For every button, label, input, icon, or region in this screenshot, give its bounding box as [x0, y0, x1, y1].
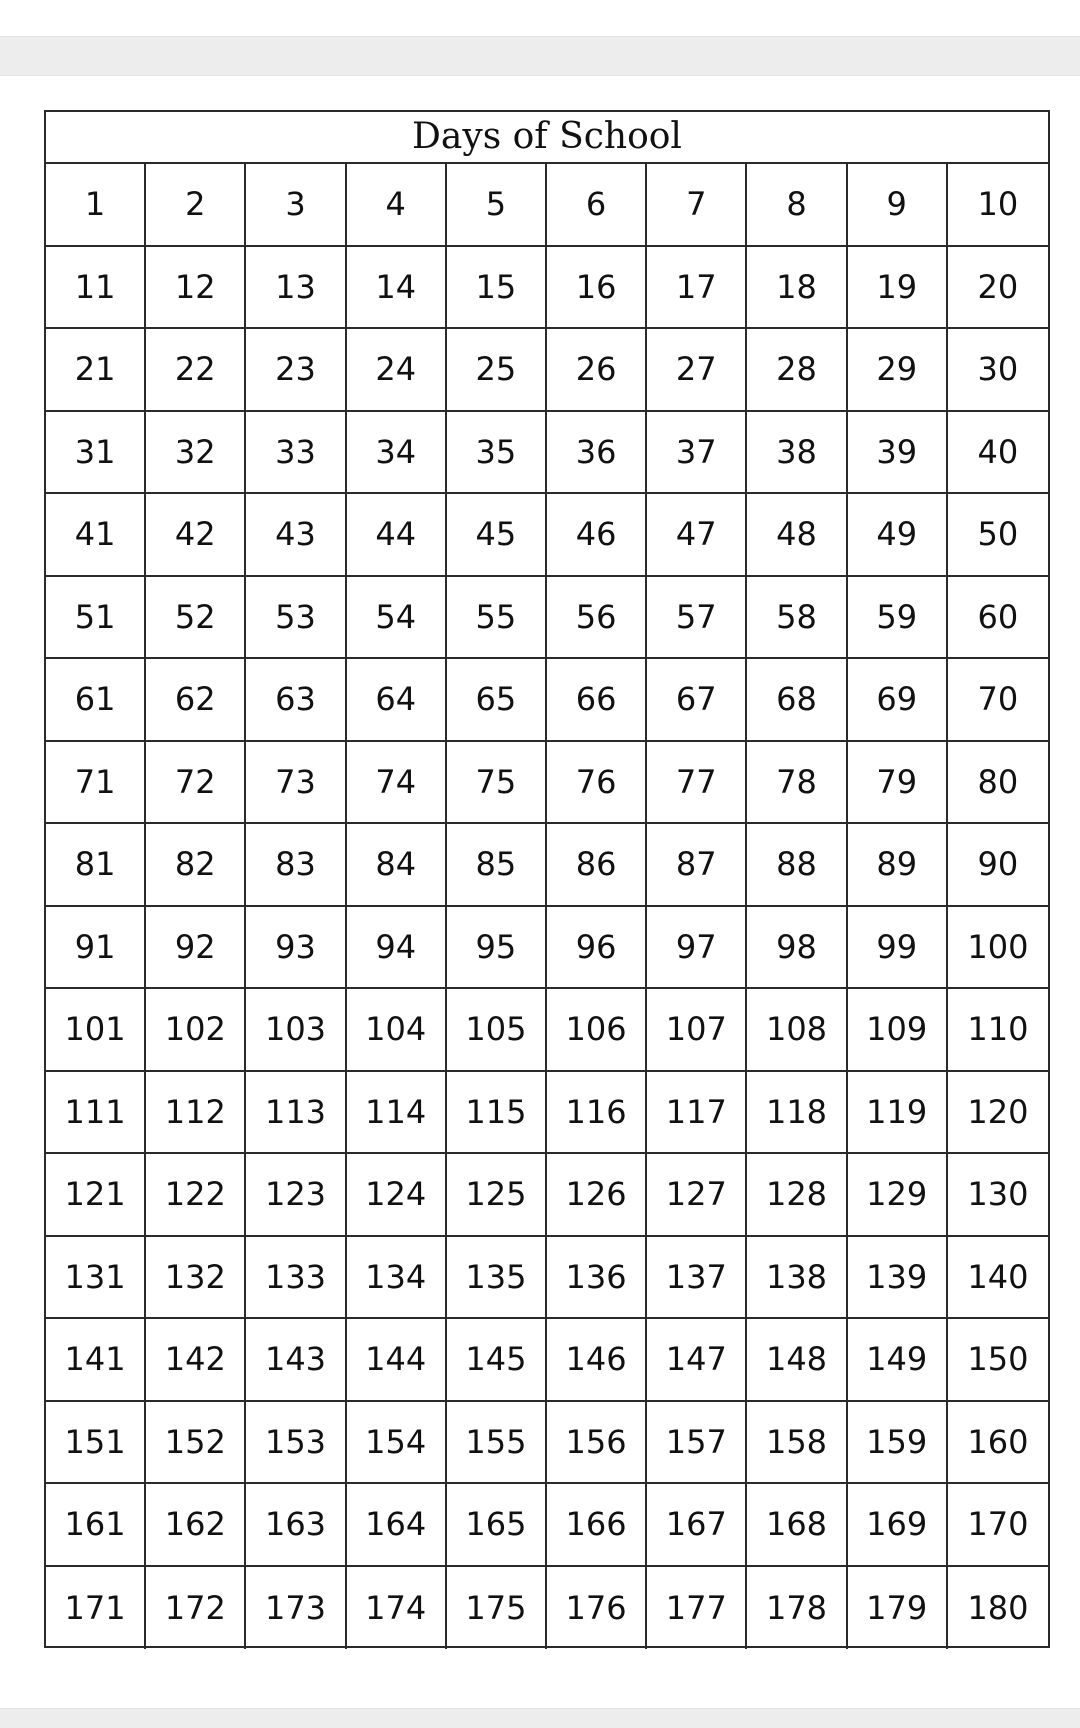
- grid-cell: 84: [347, 824, 447, 907]
- grid-cell: 91: [46, 907, 146, 990]
- grid-cell: 16: [547, 247, 647, 330]
- grid-cell: 69: [848, 659, 948, 742]
- grid-cell: 147: [647, 1319, 747, 1402]
- grid-cell: 46: [547, 494, 647, 577]
- grid-cell: 163: [246, 1484, 346, 1567]
- grid-cell: 167: [647, 1484, 747, 1567]
- grid-cell: 68: [747, 659, 847, 742]
- grid-cell: 59: [848, 577, 948, 660]
- grid-cell: 5: [447, 164, 547, 247]
- grid-cell: 141: [46, 1319, 146, 1402]
- grid-cell: 165: [447, 1484, 547, 1567]
- grid-cell: 32: [146, 412, 246, 495]
- grid-cell: 74: [347, 742, 447, 825]
- grid-cell: 142: [146, 1319, 246, 1402]
- grid-cell: 168: [747, 1484, 847, 1567]
- grid-cell: 6: [547, 164, 647, 247]
- grid-cell: 121: [46, 1154, 146, 1237]
- grid-cell: 50: [948, 494, 1048, 577]
- grid-cell: 139: [848, 1237, 948, 1320]
- grid-cell: 66: [547, 659, 647, 742]
- grid-cell: 52: [146, 577, 246, 660]
- grid-cell: 38: [747, 412, 847, 495]
- grid-cell: 62: [146, 659, 246, 742]
- grid-cell: 180: [967, 1588, 1029, 1627]
- grid-cell: 77: [647, 742, 747, 825]
- grid-cell: 104: [347, 989, 447, 1072]
- grid-cell: 93: [246, 907, 346, 990]
- grid-cell: 55: [447, 577, 547, 660]
- grid-cell: 113: [246, 1072, 346, 1155]
- grid-cell: 81: [46, 824, 146, 907]
- grid-cell: 7: [647, 164, 747, 247]
- grid-cell: 94: [347, 907, 447, 990]
- grid-cell: 88: [747, 824, 847, 907]
- grid-cell: 179: [848, 1567, 948, 1650]
- grid-cell: 31: [46, 412, 146, 495]
- grid-cell: 176: [547, 1567, 647, 1650]
- grid-cell: 178: [747, 1567, 847, 1650]
- days-of-school-chart: [44, 110, 1050, 1648]
- grid-cell: 85: [447, 824, 547, 907]
- grid-cell: 114: [347, 1072, 447, 1155]
- grid-cell: 21: [46, 329, 146, 412]
- grid-cell: 70: [948, 659, 1048, 742]
- grid-cell: 24: [347, 329, 447, 412]
- grid-cell: 166: [547, 1484, 647, 1567]
- grid-cell: 83: [246, 824, 346, 907]
- grid-cell: 95: [447, 907, 547, 990]
- grid-cell: 118: [747, 1072, 847, 1155]
- grid-cell: 138: [747, 1237, 847, 1320]
- grid-cell: 8: [747, 164, 847, 247]
- grid-cell: 12: [146, 247, 246, 330]
- grid-cell: 11: [46, 247, 146, 330]
- grid-cell: 140: [948, 1237, 1048, 1320]
- grid-cell: 174: [347, 1567, 447, 1650]
- grid-cell: 101: [46, 989, 146, 1072]
- grid-cell: 10: [948, 164, 1048, 247]
- grid-cell: 115: [447, 1072, 547, 1155]
- grid-cell: 144: [347, 1319, 447, 1402]
- grid-cell: 98: [747, 907, 847, 990]
- grid-cell: 14: [347, 247, 447, 330]
- grid-cell: 65: [447, 659, 547, 742]
- grid-cell: 78: [747, 742, 847, 825]
- grid-cell: 171: [46, 1567, 146, 1650]
- grid-cell: 125: [447, 1154, 547, 1237]
- grid-cell: 53: [246, 577, 346, 660]
- grid-cell: 153: [246, 1402, 346, 1485]
- grid-cell: 3: [246, 164, 346, 247]
- grid-cell: 20: [948, 247, 1048, 330]
- grid-cell: 63: [246, 659, 346, 742]
- grid-cell: 80: [948, 742, 1048, 825]
- grid-cell: 120: [948, 1072, 1048, 1155]
- grid-cell: 124: [347, 1154, 447, 1237]
- grid-cell: 137: [647, 1237, 747, 1320]
- grid-cell: 17: [647, 247, 747, 330]
- grid-cell: 123: [246, 1154, 346, 1237]
- grid-cell: 170: [948, 1484, 1048, 1567]
- page-separator-bottom: [0, 1708, 1080, 1728]
- grid-cell: 35: [447, 412, 547, 495]
- grid-cell: 129: [848, 1154, 948, 1237]
- grid-cell: 148: [747, 1319, 847, 1402]
- grid-cell: 42: [146, 494, 246, 577]
- grid-cell: 56: [547, 577, 647, 660]
- grid-cell: 2: [146, 164, 246, 247]
- grid-cell: 90: [948, 824, 1048, 907]
- grid-cell: 133: [246, 1237, 346, 1320]
- grid-cell: 76: [547, 742, 647, 825]
- grid-cell: 107: [647, 989, 747, 1072]
- grid-cell: 15: [447, 247, 547, 330]
- grid-cell: 87: [647, 824, 747, 907]
- grid-cell: 105: [447, 989, 547, 1072]
- grid-cell: 143: [246, 1319, 346, 1402]
- grid-cell: 99: [848, 907, 948, 990]
- grid-cell: 71: [46, 742, 146, 825]
- grid-cell: 22: [146, 329, 246, 412]
- grid-cell: 159: [848, 1402, 948, 1485]
- grid-cell: 9: [848, 164, 948, 247]
- grid-cell: 40: [948, 412, 1048, 495]
- grid-cell: 79: [848, 742, 948, 825]
- grid-cell: 37: [647, 412, 747, 495]
- grid-cell: 106: [547, 989, 647, 1072]
- grid-cell: 72: [146, 742, 246, 825]
- page-separator-top: [0, 36, 1080, 76]
- grid-cell: 155: [447, 1402, 547, 1485]
- top-margin: [0, 0, 1080, 36]
- grid-cell: 26: [547, 329, 647, 412]
- grid-cell: 162: [146, 1484, 246, 1567]
- grid-cell: 119: [848, 1072, 948, 1155]
- grid-cell: 102: [146, 989, 246, 1072]
- grid-cell: 13: [246, 247, 346, 330]
- grid-cell: 4: [347, 164, 447, 247]
- grid-cell: 151: [46, 1402, 146, 1485]
- grid-cell: 145: [447, 1319, 547, 1402]
- grid-cell: 116: [547, 1072, 647, 1155]
- grid-cell: 18: [747, 247, 847, 330]
- grid-cell: 127: [647, 1154, 747, 1237]
- grid-cell: 23: [246, 329, 346, 412]
- grid-cell: 57: [647, 577, 747, 660]
- grid-cell: 130: [948, 1154, 1048, 1237]
- grid-cell: 48: [747, 494, 847, 577]
- grid-cell: 64: [347, 659, 447, 742]
- grid-cell: 30: [948, 329, 1048, 412]
- grid-cell: 75: [447, 742, 547, 825]
- grid-cell: 86: [547, 824, 647, 907]
- grid-cell: 108: [747, 989, 847, 1072]
- grid-cell: 36: [547, 412, 647, 495]
- grid-cell: 33: [246, 412, 346, 495]
- grid-cell: 34: [347, 412, 447, 495]
- grid-cell: 175: [447, 1567, 547, 1650]
- grid-cell: 61: [46, 659, 146, 742]
- grid-cell: 177: [647, 1567, 747, 1650]
- grid-cell: 136: [547, 1237, 647, 1320]
- grid-cell: 131: [46, 1237, 146, 1320]
- grid-cell: 96: [547, 907, 647, 990]
- grid-cell: 134: [347, 1237, 447, 1320]
- grid-cell: 43: [246, 494, 346, 577]
- grid-cell: 73: [246, 742, 346, 825]
- grid-cell: 110: [948, 989, 1048, 1072]
- grid-cell: 58: [747, 577, 847, 660]
- grid-cell: 158: [747, 1402, 847, 1485]
- grid-cell: 27: [647, 329, 747, 412]
- grid-cell: 135: [447, 1237, 547, 1320]
- grid-cell: 29: [848, 329, 948, 412]
- grid-cell: 150: [948, 1319, 1048, 1402]
- grid-cell: 39: [848, 412, 948, 495]
- grid-cell: 154: [347, 1402, 447, 1485]
- grid-cell: 92: [146, 907, 246, 990]
- grid-cell: 173: [246, 1567, 346, 1650]
- grid-cell: 97: [647, 907, 747, 990]
- grid-cell: 19: [848, 247, 948, 330]
- grid-cell: 44: [347, 494, 447, 577]
- grid-cell: 117: [647, 1072, 747, 1155]
- grid-cell: 54: [347, 577, 447, 660]
- grid-cell: 156: [547, 1402, 647, 1485]
- grid-cell: 111: [46, 1072, 146, 1155]
- grid-cell: 47: [647, 494, 747, 577]
- grid-cell: 82: [146, 824, 246, 907]
- grid-cell: 146: [547, 1319, 647, 1402]
- grid-cell: 126: [547, 1154, 647, 1237]
- grid-cell: 169: [848, 1484, 948, 1567]
- grid-cell: 67: [647, 659, 747, 742]
- grid-cell: 149: [848, 1319, 948, 1402]
- grid-cell: 45: [447, 494, 547, 577]
- grid-cell: 161: [46, 1484, 146, 1567]
- grid-cell: 89: [848, 824, 948, 907]
- grid-cell: 160: [948, 1402, 1048, 1485]
- grid-cell: 128: [747, 1154, 847, 1237]
- grid-cell: 152: [146, 1402, 246, 1485]
- grid-cell: 109: [848, 989, 948, 1072]
- grid-cell: 122: [146, 1154, 246, 1237]
- grid-cell: 28: [747, 329, 847, 412]
- grid-cell: 103: [246, 989, 346, 1072]
- number-grid: [46, 164, 1048, 1649]
- grid-cell: 157: [647, 1402, 747, 1485]
- grid-cell: 172: [146, 1567, 246, 1650]
- grid-cell: 25: [447, 329, 547, 412]
- grid-cell: 60: [948, 577, 1048, 660]
- grid-cell: 41: [46, 494, 146, 577]
- grid-cell: 132: [146, 1237, 246, 1320]
- grid-cell: 100: [948, 907, 1048, 990]
- grid-cell: 112: [146, 1072, 246, 1155]
- grid-cell: 49: [848, 494, 948, 577]
- grid-cell: 164: [347, 1484, 447, 1567]
- grid-cell: 51: [46, 577, 146, 660]
- chart-title: Days of School: [46, 112, 1048, 164]
- grid-cell: 1: [46, 164, 146, 247]
